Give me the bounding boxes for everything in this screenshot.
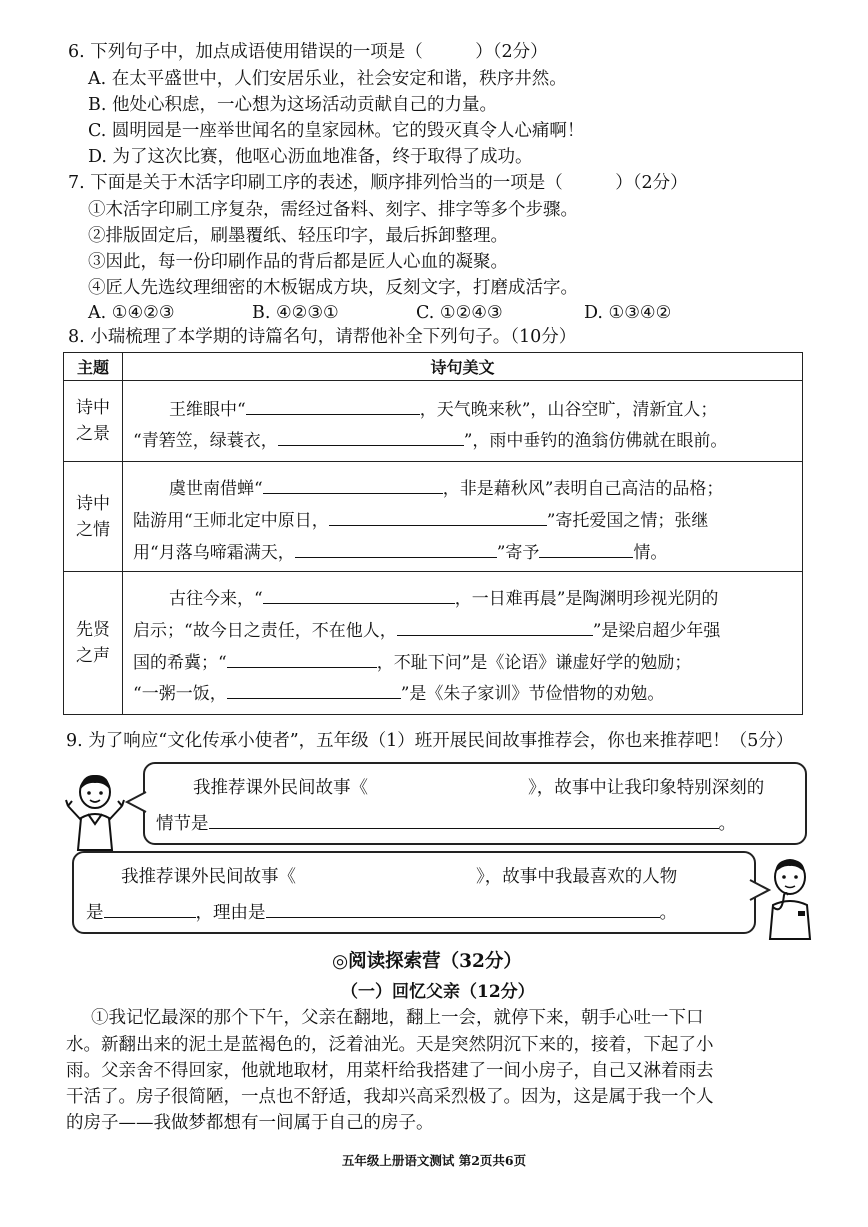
row-theme-sages: 先贤 之声 xyxy=(64,572,123,715)
q6-option-a: A. 在太平盛世中，人们安居乐业，社会安定和谐，秩序井然。 xyxy=(88,69,567,89)
q6-option-d: D. 为了这次比赛，他呕心沥血地准备，终于取得了成功。 xyxy=(88,147,533,167)
q7-stem: 7. 下面是关于木活字印刷工序的表述，顺序排列恰当的一项是（ ）（2分） xyxy=(68,173,688,193)
bubble1-line2: 情节是 。 xyxy=(156,810,736,836)
page-footer: 五年级上册语文测试 第2页共6页 xyxy=(341,1153,527,1168)
bubble1-line1: 我推荐课外民间故事《 》，故事中让我印象特别深刻的 xyxy=(193,778,765,798)
answer-blank[interactable] xyxy=(227,649,377,668)
passage-line-5: 的房子——我做梦都想有一间属于自己的房子。 xyxy=(66,1113,434,1133)
bubble2-line2: 是 ，理由是 。 xyxy=(86,899,677,925)
passage-line-1: ①我记忆最深的那个下午，父亲在翻地，翻上一会，就停下来，朝手心吐一下口 xyxy=(91,1008,704,1028)
answer-blank[interactable] xyxy=(263,585,455,604)
passage-line-3: 雨。父亲舍不得回家，他就地取材，用菜杆给我搭建了一间小房子，自己又淋着雨去 xyxy=(66,1061,714,1081)
answer-blank[interactable] xyxy=(227,680,401,699)
q7-choice-d: D. ①③④② xyxy=(584,303,672,323)
answer-blank[interactable] xyxy=(266,899,660,918)
answer-blank[interactable] xyxy=(329,507,547,526)
poem-table xyxy=(63,352,803,715)
q7-choice-b: B. ④②③① xyxy=(252,303,339,323)
q7-choice-c: C. ①②④③ xyxy=(416,303,503,323)
passage-title: （一）回忆父亲（12分） xyxy=(341,982,535,1002)
answer-blank[interactable] xyxy=(246,396,420,415)
q9-stem: 9. 为了响应“文化传承小使者”，五年级（1）班开展民间故事推荐会，你也来推荐吧！（5分） xyxy=(66,731,794,751)
q7-item-3: ③因此，每一份印刷作品的背后都是匠人心血的凝聚。 xyxy=(88,252,508,272)
table-header-content: 诗句美文 xyxy=(123,353,803,381)
answer-blank[interactable] xyxy=(263,475,443,494)
q7-item-2: ②排版固定后，刷墨覆纸、轻压印字，最后拆卸整理。 xyxy=(88,226,508,246)
q7-item-1: ①木活字印刷工序复杂，需经过备料、刻字、排字等多个步骤。 xyxy=(88,200,578,220)
q6-stem: 6. 下列句子中，加点成语使用错误的一项是（ ）（2分） xyxy=(68,42,548,62)
answer-blank[interactable] xyxy=(539,539,633,558)
answer-blank[interactable] xyxy=(295,539,497,558)
answer-blank[interactable] xyxy=(397,617,593,636)
q7-item-4: ④匠人先选纹理细密的木板锯成方块，反刻文字，打磨成活字。 xyxy=(88,278,578,298)
bubble-tail-icon xyxy=(125,790,147,814)
bubble2-line1: 我推荐课外民间故事《 》，故事中我最喜欢的人物 xyxy=(121,867,678,887)
section-title: ◎阅读探索营（32分） xyxy=(332,951,522,972)
table-header-theme: 主题 xyxy=(64,353,123,381)
row-content-sages: 古往今来，“ ，一日难再晨”是陶渊明珍视光阴的 启示；“故今日之责任，不在他人， ”是梁启超少年强 国的希冀；“ ，不耻下问”是《论语》谦虚好学的勉励； “一粥一饭， ”是《朱子家训》节俭惜物的劝勉。 xyxy=(123,572,803,715)
q8-stem: 8. 小瑞梳理了本学期的诗篇名句，请帮他补全下列句子。（10分） xyxy=(68,327,577,347)
q7-choice-a: A. ①④②③ xyxy=(88,303,175,323)
answer-blank[interactable] xyxy=(278,427,464,446)
girl-student-icon xyxy=(64,770,126,852)
passage-line-2: 水。新翻出来的泥土是蓝褐色的，泛着油光。天是突然阴沉下来的，接着，下起了小 xyxy=(66,1035,714,1055)
answer-blank[interactable] xyxy=(209,810,719,829)
row-theme-scene: 诗中 之景 xyxy=(64,381,123,462)
row-content-emotion: 虞世南借蝉“ ，非是藉秋风”表明自己高洁的品格； 陆游用“王师北定中原日， ”寄托爱国之情；张继 用“月落乌啼霜满天， ”寄予 情。 xyxy=(123,462,803,572)
q6-option-c: C. 圆明园是一座举世闻名的皇家园林。它的毁灭真令人心痛啊！ xyxy=(88,121,585,141)
q6-option-b: B. 他处心积虑，一心想为这场活动贡献自己的力量。 xyxy=(88,95,497,115)
answer-blank[interactable] xyxy=(104,899,196,918)
row-content-scene: 王维眼中“ ，天气晚来秋”，山谷空旷，清新宜人； “青箬笠，绿蓑衣， ”，雨中垂钓的渔翁仿佛就在眼前。 xyxy=(123,381,803,462)
passage-line-4: 干活了。房子很简陋，一点也不舒适，我却兴高采烈极了。因为，这是属于我一个人 xyxy=(66,1087,714,1107)
row-theme-emotion: 诗中 之情 xyxy=(64,462,123,572)
boy-student-icon xyxy=(760,855,818,941)
